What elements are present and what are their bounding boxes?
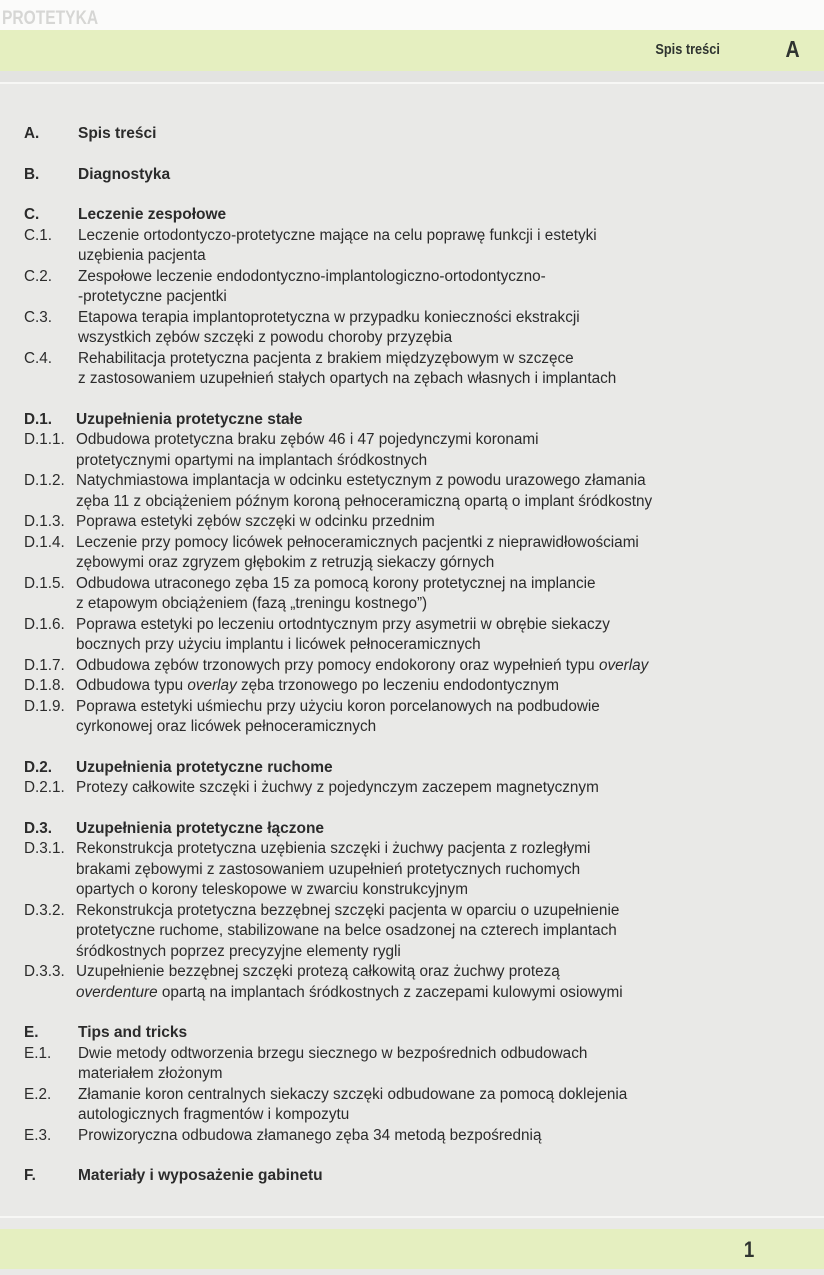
entry-number: D.1. <box>24 410 53 428</box>
entry-text: Natychmiastowa implantacja w odcinku estetycznym z powodu urazowego złamania zęba 11 z obciążeniem późnym koroną pełnoceramiczną opartą o implant śródkostny <box>76 472 653 510</box>
entry-number: D.3.2. <box>24 901 65 919</box>
toc-entry[interactable] <box>0 697 824 738</box>
toc-entry[interactable] <box>0 430 824 471</box>
entry-text: Poprawa estetyki uśmiechu przy użyciu koron porcelanowych na podbudowie cyrkonowej oraz licówek pełnoceramicznych <box>76 697 600 735</box>
entry-number: D.3. <box>24 819 53 837</box>
entry-number: B. <box>24 165 40 183</box>
entry-number: C.3. <box>24 308 53 326</box>
entry-number: D.2. <box>24 758 53 776</box>
entry-number: E.3. <box>24 1126 52 1144</box>
section-letter: A <box>785 36 800 62</box>
entry-number: D.1.2. <box>24 472 65 489</box>
entry-text: Materiały i wyposażenie gabinetu <box>78 1167 323 1184</box>
entry-title <box>76 656 756 677</box>
entry-number: F. <box>24 1167 36 1184</box>
entry-text: Poprawa estetyki po leczeniu ortodntycznym przy asymetrii w obrębie siekaczy bocznych przy użyciu implantu i licówek pełnoceramicznych <box>76 615 610 653</box>
entry-title <box>76 839 756 901</box>
entry-title <box>76 430 756 471</box>
toc-heading[interactable] <box>0 758 824 779</box>
entry-number: D.1.6. <box>24 615 65 633</box>
entry-number: D.1.7. <box>24 656 65 674</box>
toc-entry[interactable] <box>0 962 824 1003</box>
entry-number: C. <box>24 206 40 223</box>
toc-heading[interactable] <box>0 1166 824 1187</box>
entry-text: Uzupełnienia protetyczne ruchome <box>76 758 333 776</box>
entry-number: D.3.3. <box>24 963 65 980</box>
entry-text: Uzupełnienia protetyczne łączone <box>76 819 325 837</box>
entry-text: Odbudowa utraconego zęba 15 za pomocą korony protetycznej na implancie z etapowym obciążeniem (fazą „treningu kostnego”) <box>76 574 596 612</box>
header-rule <box>0 82 824 84</box>
entry-title <box>76 512 756 533</box>
entry-number: C.1. <box>24 226 53 244</box>
toc-section <box>0 124 824 145</box>
entry-text: Rekonstrukcja protetyczna bezzębnej szczęki pacjenta w oparciu o uzupełnienie protetyczne ruchome, stabilizowane na belce osadzonej na czterech implantach śródkostnych poprzez precyzyjne elementy rygli <box>76 901 620 960</box>
entry-title <box>78 226 758 267</box>
entry-number: C.2. <box>24 267 53 285</box>
toc-section <box>0 1166 824 1187</box>
entry-title <box>76 615 756 656</box>
entry-number: D.1.1. <box>24 431 65 448</box>
toc-section <box>0 758 824 799</box>
entry-title <box>76 574 756 615</box>
entry-title <box>78 349 758 390</box>
footer-band <box>0 1229 824 1269</box>
toc-entry[interactable] <box>0 901 824 963</box>
entry-text: Odbudowa zębów trzonowych przy pomocy endokorony oraz wypełnień typu <box>76 656 599 674</box>
entry-number: C.4. <box>24 349 53 367</box>
toc-section <box>0 205 824 390</box>
entry-text: zęba trzonowego po leczeniu endodontycznym <box>236 677 560 694</box>
entry-text: Uzupełnienie bezzębnej szczęki protezą całkowitą oraz żuchwy protezą <box>76 963 560 980</box>
entry-number: D.1.8. <box>24 677 65 694</box>
toc-section <box>0 410 824 738</box>
toc-section <box>0 819 824 1004</box>
entry-title <box>78 267 758 308</box>
entry-title <box>78 205 758 226</box>
toc-entry[interactable] <box>0 533 824 574</box>
entry-title <box>78 1023 758 1044</box>
toc-entry[interactable] <box>0 1126 824 1147</box>
header-strip <box>0 71 824 82</box>
toc-heading[interactable] <box>0 410 824 431</box>
toc-entry[interactable] <box>0 676 824 697</box>
top-margin <box>0 0 824 30</box>
toc-entry[interactable] <box>0 656 824 677</box>
entry-text: Dwie metody odtworzenia brzegu siecznego w bezpośrednich odbudowach materiałem złożonym <box>78 1044 588 1082</box>
entry-title <box>76 471 756 512</box>
toc-entry[interactable] <box>0 1044 824 1085</box>
toc-heading[interactable] <box>0 819 824 840</box>
toc-entry[interactable] <box>0 471 824 512</box>
toc-entry[interactable] <box>0 1085 824 1126</box>
toc-heading[interactable] <box>0 1023 824 1044</box>
entry-text: Diagnostyka <box>78 165 171 183</box>
entry-number: A. <box>24 125 40 142</box>
toc-entry[interactable] <box>0 778 824 799</box>
toc-heading[interactable] <box>0 205 824 226</box>
running-head: PROTETYKA <box>2 8 99 29</box>
entry-text: Tips and tricks <box>78 1024 188 1041</box>
entry-italic-term: overlay <box>598 656 649 674</box>
entry-text: Odbudowa protetyczna braku zębów 46 i 47 pojedynczymi koronami protetycznymi opartymi na implantach śródkostnych <box>76 431 539 469</box>
entry-number: D.3.1. <box>24 840 65 857</box>
page-number: 1 <box>743 1237 754 1262</box>
entry-title <box>76 819 756 840</box>
entry-number: E. <box>24 1024 39 1041</box>
entry-text: opartą na implantach śródkostnych z zaczepami kulowymi osiowymi <box>157 983 623 1001</box>
entry-title <box>78 1085 758 1126</box>
entry-text: Poprawa estetyki zębów szczęki w odcinku przednim <box>76 513 435 530</box>
entry-number: D.2.1. <box>24 779 65 796</box>
table-of-contents <box>0 124 824 1207</box>
toc-entry[interactable] <box>0 308 824 349</box>
entry-title <box>76 962 756 1003</box>
entry-text: Etapowa terapia implantoprotetyczna w przypadku konieczności ekstrakcji wszystkich zębów szczęki z powodu choroby przyzębia <box>78 308 580 346</box>
entry-title <box>76 676 756 697</box>
toc-entry[interactable] <box>0 226 824 267</box>
header-band <box>0 30 824 71</box>
footer-rule <box>0 1216 824 1218</box>
entry-text: Spis treści <box>78 125 157 142</box>
entry-text: Leczenie ortodontyczo-protetyczne mające na celu poprawę funkcji i estetyki uzębienia pacjenta <box>78 226 597 264</box>
toc-heading[interactable] <box>0 124 824 145</box>
entry-text: Zespołowe leczenie endodontyczno-implantologiczno-ortodontyczno- -protetyczne pacjentki <box>78 267 546 305</box>
toc-section <box>0 1023 824 1146</box>
entry-title <box>78 165 758 186</box>
entry-text: Uzupełnienia protetyczne stałe <box>76 410 303 428</box>
entry-text: Leczenie przy pomocy licówek pełnoceramicznych pacjentki z nieprawidłowościami zębowymi oraz zgryzem głębokim z retruzją siekaczy górnych <box>76 533 639 571</box>
entry-title <box>78 124 758 145</box>
entry-text: Rekonstrukcja protetyczna uzębienia szczęki i żuchwy pacjenta z rozległymi brakami zębowymi z zastosowaniem uzupełnień protetycznych ruchomych opartych o korony teleskopowe w zwarciu konstrukcyjnym <box>76 840 591 898</box>
toc-heading[interactable] <box>0 165 824 186</box>
entry-number: D.1.4. <box>24 533 65 551</box>
entry-title <box>76 410 756 431</box>
entry-title <box>78 1044 758 1085</box>
entry-title <box>76 758 756 779</box>
toc-entry[interactable] <box>0 349 824 390</box>
section-title: Spis treści <box>655 41 720 58</box>
toc-section <box>0 165 824 186</box>
entry-number: D.1.9. <box>24 697 65 715</box>
entry-italic-term: overdenture <box>76 983 158 1001</box>
entry-text: Prowizoryczna odbudowa złamanego zęba 34 metodą bezpośrednią <box>78 1126 542 1144</box>
toc-entry[interactable] <box>0 615 824 656</box>
entry-title <box>76 901 756 963</box>
entry-number: E.2. <box>24 1085 52 1103</box>
entry-text: Złamanie koron centralnych siekaczy szczęki odbudowane za pomocą doklejenia autologicznych fragmentów i kompozytu <box>78 1085 628 1123</box>
entry-title <box>76 697 756 738</box>
entry-italic-term: overlay <box>187 677 237 694</box>
entry-title <box>76 778 756 799</box>
entry-text: Protezy całkowite szczęki i żuchwy z pojedynczym zaczepem magnetycznym <box>76 779 599 796</box>
toc-entry[interactable] <box>0 839 824 901</box>
entry-text: Leczenie zespołowe <box>78 206 227 223</box>
entry-text: Odbudowa typu <box>76 677 188 694</box>
toc-entry[interactable] <box>0 267 824 308</box>
entry-number: D.1.3. <box>24 513 65 530</box>
toc-entry[interactable] <box>0 574 824 615</box>
entry-title <box>76 533 756 574</box>
entry-text: Rehabilitacja protetyczna pacjenta z brakiem międzyzębowym w szczęce z zastosowaniem uzupełnień stałych opartych na zębach własnych i implantach <box>78 349 617 387</box>
entry-number: E.1. <box>24 1044 52 1062</box>
entry-title <box>78 1126 758 1147</box>
entry-title <box>78 1166 758 1187</box>
entry-number: D.1.5. <box>24 574 65 592</box>
toc-entry[interactable] <box>0 512 824 533</box>
entry-title <box>78 308 758 349</box>
